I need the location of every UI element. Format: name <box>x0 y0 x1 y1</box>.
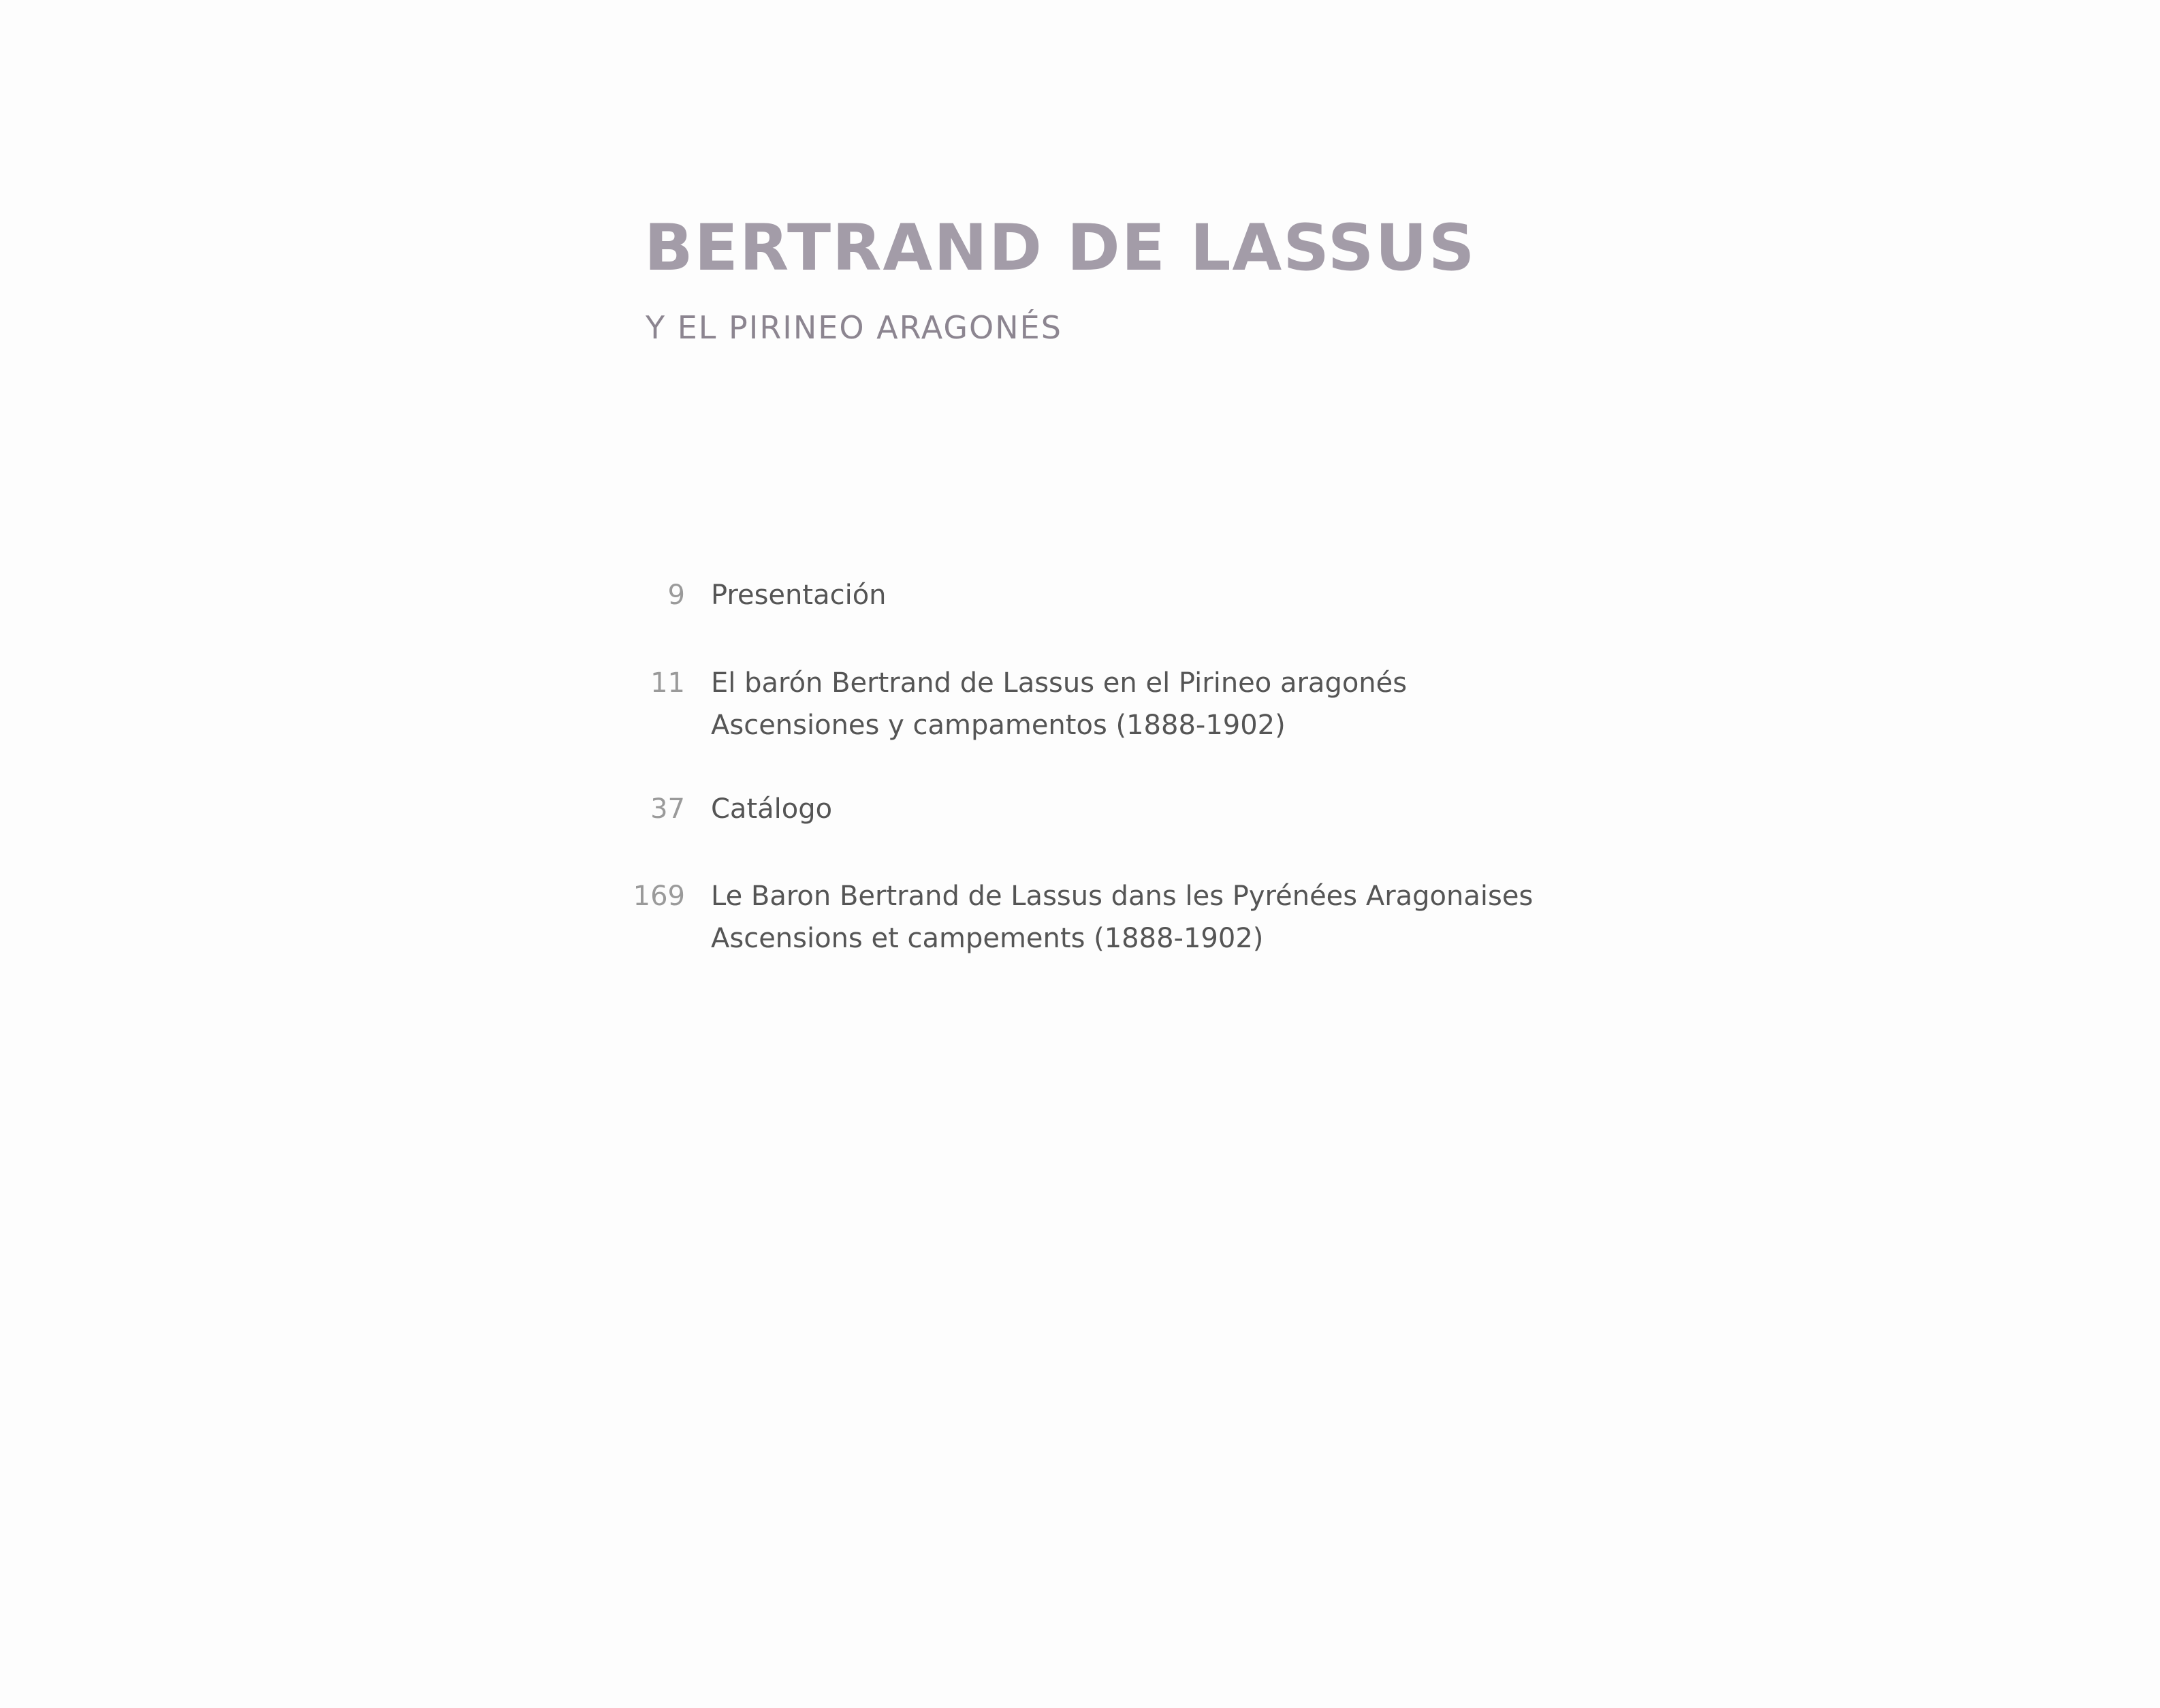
toc-entry-line: El barón Bertrand de Lassus en el Pirineo aragonés <box>711 667 1408 699</box>
toc-entry-title <box>711 788 832 830</box>
toc-entry-line: Ascensions et campements (1888-1902) <box>711 923 1264 954</box>
toc-entry-line: Le Baron Bertrand de Lassus dans les Pyrénées Aragonaises <box>711 881 1534 912</box>
toc-entry-title <box>711 662 1407 746</box>
toc-entry-line: Catálogo <box>711 793 833 825</box>
toc-page-number: 169 <box>633 881 685 912</box>
page-title: BERTRAND DE LASSUS <box>644 211 1476 285</box>
toc-entry-line: Ascensiones y campamentos (1888-1902) <box>711 710 1286 741</box>
toc-page-number: 37 <box>650 793 685 825</box>
toc-page-number: 11 <box>650 667 685 699</box>
toc-entry-line: Presentación <box>711 580 887 611</box>
toc-entry-title <box>711 574 887 616</box>
toc-entry-title <box>711 875 1533 960</box>
toc-page-number: 9 <box>667 580 685 611</box>
page-subtitle: Y EL PIRINEO ARAGONÉS <box>646 309 1062 346</box>
